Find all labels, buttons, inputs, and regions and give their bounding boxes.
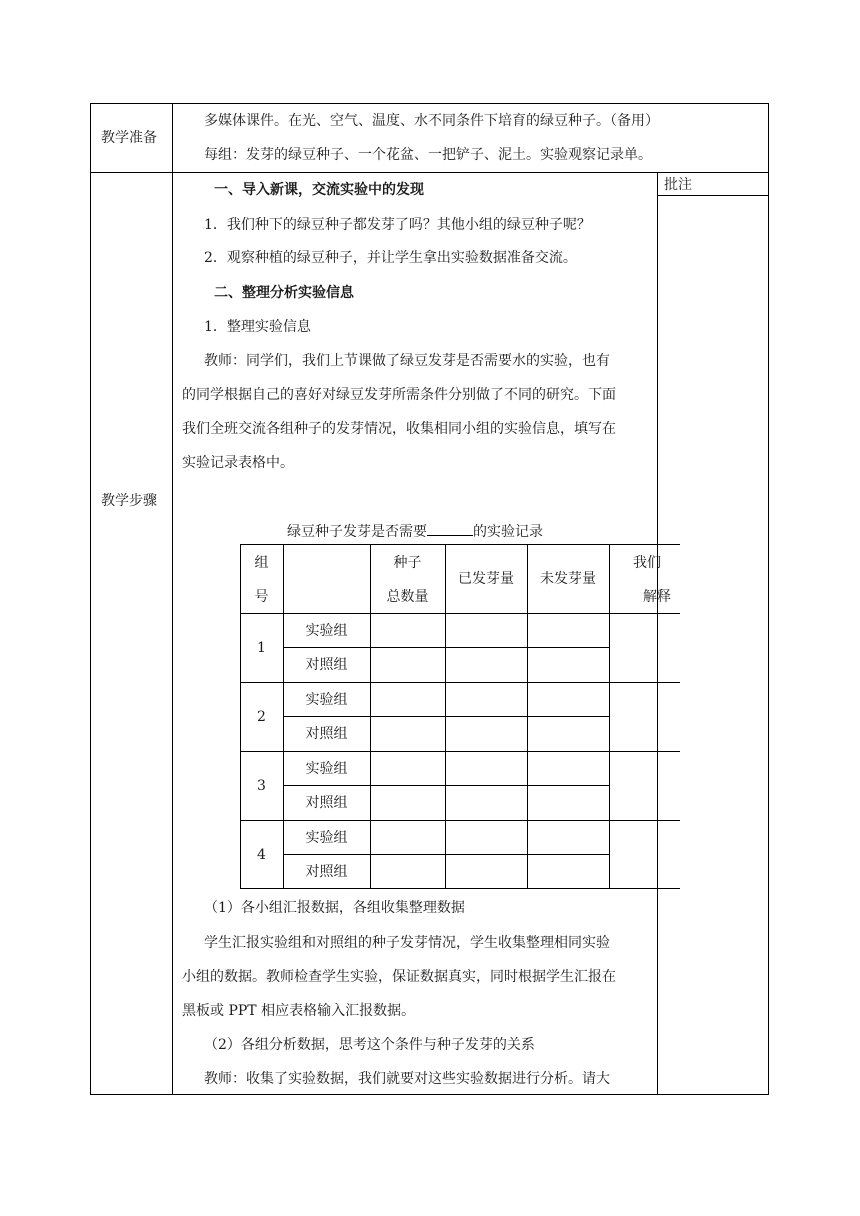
header-total-line-2: 总数量	[386, 589, 429, 605]
record-line-3b	[283, 785, 609, 786]
paragraph-1-line-4: 实验记录表格中。	[182, 455, 294, 471]
paragraph-1-line-1: 教师：同学们，我们上节课做了绿豆发芽是否需要水的实验，也有	[204, 353, 610, 369]
experimental-group-label: 实验组	[305, 761, 348, 777]
header-total-line-1: 种子	[393, 555, 422, 571]
record-caption-suffix: 的实验记录	[473, 524, 543, 540]
table-notes-divider	[657, 172, 658, 1095]
paragraph-2-line-3: 黑板或 PPT 相应表格输入汇报数据。	[182, 1003, 416, 1019]
notes-header-line	[657, 195, 769, 196]
section-1-title: 一、导入新课，交流实验中的发现	[214, 182, 424, 198]
paragraph-3-line-1: 教师：收集了实验数据，我们就要对这些实验数据进行分析。请大	[204, 1071, 610, 1087]
section-2-title: 二、整理分析实验信息	[214, 285, 354, 301]
record-col-4	[527, 544, 528, 889]
group-number: 4	[257, 847, 266, 863]
table-border-right	[768, 103, 769, 1095]
record-line-4b	[283, 854, 609, 855]
paragraph-2-line-2: 小组的数据。教师检查学生实验，保证数据真实，同时根据学生汇报在	[182, 969, 616, 985]
record-line-2	[240, 682, 680, 683]
control-group-label: 对照组	[305, 795, 348, 811]
header-sprouted: 已发芽量	[458, 571, 514, 587]
record-bottom-border	[240, 888, 680, 889]
notes-header: 批注	[664, 177, 692, 193]
control-group-label: 对照组	[305, 657, 348, 673]
record-caption-prefix: 绿豆种子发芽是否需要	[287, 524, 427, 540]
group-number: 3	[257, 778, 266, 794]
record-line-3	[240, 751, 680, 752]
section-1-item-1: 1．我们种下的绿豆种子都发芽了吗？其他小组的绿豆种子呢？	[204, 217, 591, 233]
header-not-sprouted: 未发芽量	[540, 571, 596, 587]
experimental-group-label: 实验组	[305, 623, 348, 639]
record-header-bottom	[240, 613, 680, 614]
header-group-line-2: 号	[254, 589, 269, 605]
record-line-2b	[283, 716, 609, 717]
control-group-label: 对照组	[305, 726, 348, 742]
sub-step-1-title: （1）各小组汇报数据，各组收集整理数据	[204, 900, 465, 916]
header-explain-line-1: 我们	[633, 555, 661, 571]
experimental-group-label: 实验组	[305, 830, 348, 846]
paragraph-1-line-3: 我们全班交流各组种子的发芽情况，收集相同小组的实验信息，填写在	[182, 421, 616, 437]
record-col-3	[445, 544, 446, 889]
paragraph-1-line-2: 的同学根据自己的喜好对绿豆发芽所需条件分别做了不同的研究。下面	[182, 387, 616, 403]
prep-line-1: 多媒体课件。在光、空气、温度、水不同条件下培育的绿豆种子。（备用）	[204, 113, 659, 129]
steps-label: 教学步骤	[101, 493, 157, 509]
section-2-item-1: 1．整理实验信息	[204, 319, 311, 335]
paragraph-2-line-1: 学生汇报实验组和对照组的种子发芽情况，学生收集整理相同实验	[204, 935, 610, 951]
prep-label: 教学准备	[101, 130, 157, 146]
group-number: 1	[257, 640, 266, 656]
header-group-line-1: 组	[254, 555, 269, 571]
experimental-group-label: 实验组	[305, 692, 348, 708]
record-top-border	[240, 544, 680, 545]
record-line-1b	[283, 647, 609, 648]
control-group-label: 对照组	[305, 864, 348, 880]
record-col-5	[609, 544, 610, 889]
sub-step-2-title: （2）各组分析数据，思考这个条件与种子发芽的关系	[204, 1037, 535, 1053]
group-number: 2	[257, 709, 266, 725]
header-explain-line-2: 解释	[643, 589, 671, 605]
record-line-4	[240, 820, 680, 821]
prep-line-2: 每组：发芽的绿豆种子、一个花盆、一把铲子、泥土。实验观察记录单。	[204, 147, 652, 163]
section-1-item-2: 2．观察种植的绿豆种子，并让学生拿出实验数据准备交流。	[204, 250, 577, 266]
